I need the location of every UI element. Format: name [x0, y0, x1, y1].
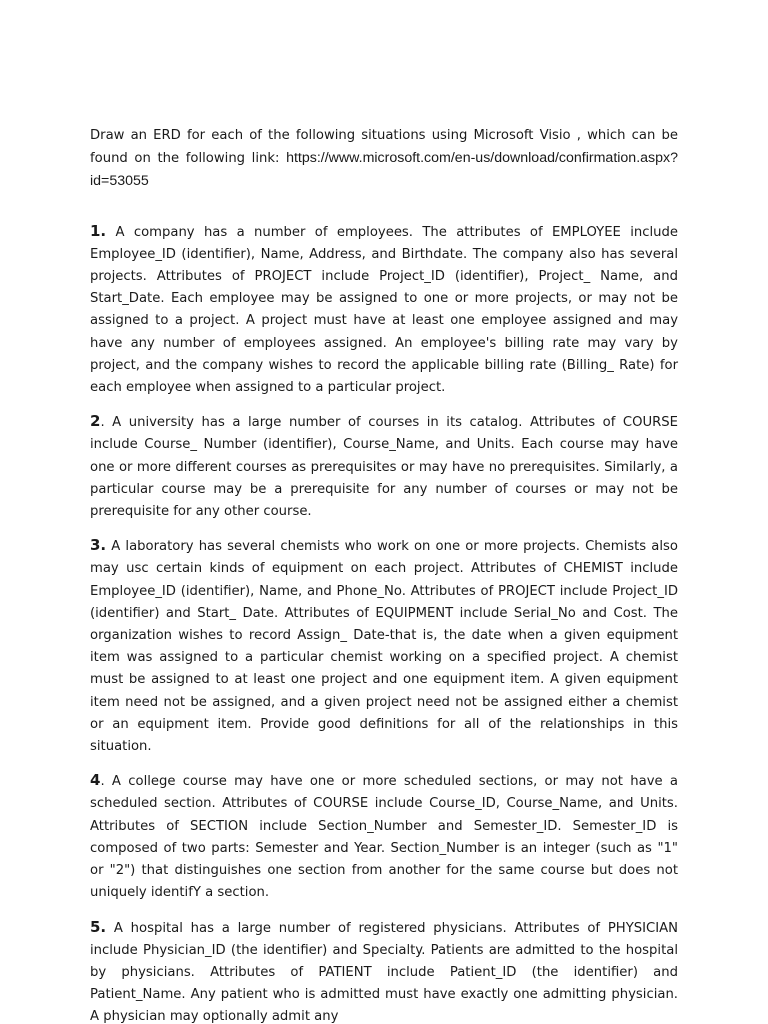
intro-text: Draw an ERD for each of the following situations using Microsoft Visio , which can be found on the following link: [90, 128, 678, 167]
question-number: 2 [90, 412, 101, 431]
question-text: A company has a number of employees. The attributes of EMPLOYEE include Employee_ID (identifier), Name, Address, and Birthdate. The company also has several projects. Attributes of PROJECT include Project_ID (identifier), Project_ Name, and Start_Date. Each employee may be assigned to one or more projects, or may not be assigned to a project. A project must have at least one employee assigned and may have any number of employees assigned. An employee's billing rate may vary by project, and the company wishes to record the applicable billing rate (Billing_ Rate) for each employee when assigned to a particular project. [90, 224, 678, 396]
visio-download-link[interactable]: https://www.microsoft.com/en-us/download/confirmation.aspx?id=53055 [90, 150, 678, 190]
intro-paragraph [90, 125, 678, 194]
document-body [90, 125, 678, 1024]
question-2 [90, 410, 678, 523]
question-text: . A college course may have one or more scheduled sections, or may not have a scheduled section. Attributes of COURSE include Course_ID, Course_Name, and Units. Attributes of SECTION include Section_Number and Semester_ID. Semester_ID is composed of two parts: Semester and Year. Section_Number is an integer (such as "1" or "2") that distinguishes one section from another for the same course but does not uniquely identifY a section. [90, 774, 678, 901]
question-text: . A university has a large number of courses in its catalog. Attributes of COURSE include Course_ Number (identifier), Course_Name, and Units. Each course may have one or more different courses as prerequisites or may have no prerequisites. Similarly, a particular course may be a prerequisite for any number of courses or may not be prerequisite for any other course. [90, 415, 678, 520]
question-1 [90, 220, 678, 400]
question-number: 3. [90, 536, 107, 555]
question-4 [90, 769, 678, 904]
question-number: 4 [90, 771, 101, 790]
question-text: A hospital has a large number of registered physicians. Attributes of PHYSICIAN include Physician_ID (the identifier) and Specialty. Patients are admitted to the hospital by physicians. Attributes of PATIENT include Patient_ID (the identifier) and Patient_Name. Any patient who is admitted must have exactly one admitting physician. A physician may optionally admit any [90, 920, 678, 1024]
question-number: 5. [90, 917, 107, 936]
question-number: 1. [90, 221, 107, 240]
question-3 [90, 534, 678, 758]
question-text: A laboratory has several chemists who work on one or more projects. Chemists also may usc certain kinds of equipment on each project. Attributes of CHEMIST include Employee_ID (identifier), Name, and Phone_No. Attributes of PROJECT include Project_ID (identifier) and Start_ Date. Attributes of EQUIPMENT include Serial_No and Cost. The organization wishes to record Assign_ Date-that is, the date when a given equipment item was assigned to a particular chemist working on a specified project. A chemist must be assigned to at least one project and one equipment item. A given equipment item need not be assigned, and a given project need not be assigned either a chemist or an equipment item. Provide good definitions for all of the relationships in this situation. [90, 539, 678, 755]
question-5 [90, 916, 678, 1024]
